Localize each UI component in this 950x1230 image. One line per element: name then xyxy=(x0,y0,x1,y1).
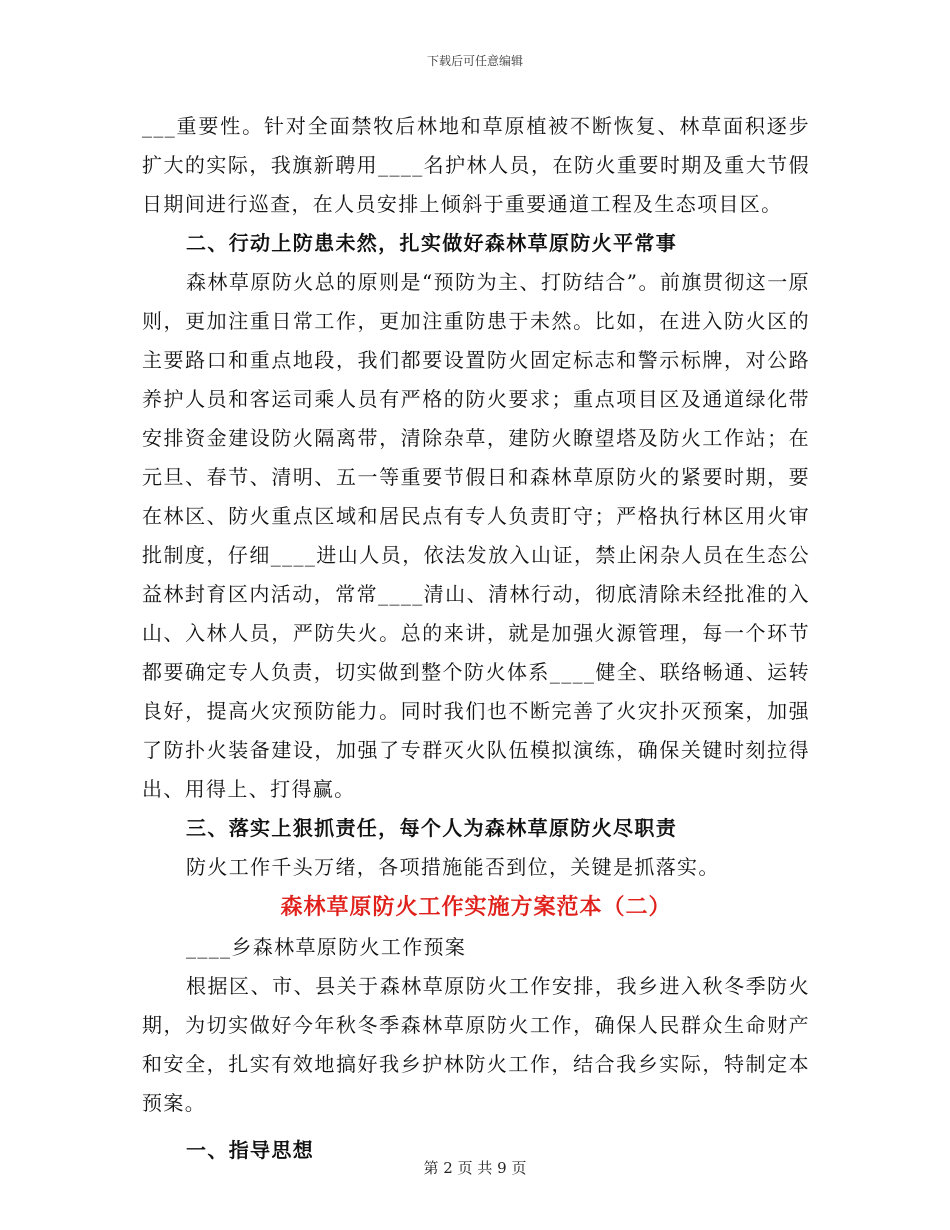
document-title: 森林草原防火工作实施方案范本（二） xyxy=(280,895,672,920)
page-header: 下载后可任意编辑 xyxy=(426,54,523,68)
section-heading-prevention: 二、行动上防患未然，扎实做好森林草原防火平常事 xyxy=(186,231,678,255)
paragraph-plan-intro: 根据区、市、县关于森林草原防火工作安排，我乡进入秋冬季防火期，为切实做好今年秋冬季森林草原防火工作，确保人民群众生命财产和安全，扎实有效地搞好我乡护林防火工作，结合我乡实际，特制定本预案。 xyxy=(142,974,810,1115)
paragraph-responsibility: 防火工作千头万绪，各项措施能否到位，关键是抓落实。 xyxy=(186,855,720,879)
section-heading-responsibility: 三、落实上狠抓责任，每个人为森林草原防火尽职责 xyxy=(186,816,678,840)
section-heading-guiding-ideology: 一、指导思想 xyxy=(186,1138,315,1162)
page-footer: 第 2 页 共 9 页 xyxy=(423,1159,527,1177)
document-body xyxy=(142,107,810,1170)
plan-subtitle: ____乡森林草原防火工作预案 xyxy=(186,935,467,959)
paragraph-staffing: ___重要性。针对全面禁牧后林地和草原植被不断恢复、林草面积逐步扩大的实际，我旗新聘用____名护林人员，在防火重要时期及重大节假日期间进行巡查，在人员安排上倾斜于重要通道工程及生态项目区。 xyxy=(142,114,810,216)
paragraph-prevention: 森林草原防火总的原则是“预防为主、打防结合”。前旗贯彻这一原则，更加注重日常工作，更加注重防患于未然。比如，在进入防火区的主要路口和重点地段，我们都要设置防火固定标志和警示标牌，对公路养护人员和客运司乘人员有严格的防火要求；重点项目区及通道绿化带安排资金建设防火隔离带，清除杂草，建防火瞭望塔及防火工作站；在元旦、春节、清明、五一等重要节假日和森林草原防火的紧要时期，要在林区、防火重点区域和居民点有专人负责盯守；严格执行林区用火审批制度，仔细____进山人员，依法发放入山证，禁止闲杂人员在生态公益林封育区内活动，常常____清山、清林行动，彻底清除未经批准的入山、入林人员，严防失火。总的来讲，就是加强火源管理，每一个环节都要确定专人负责，切实做到整个防火体系____健全、联络畅通、运转良好，提高火灾预防能力。同时我们也不断完善了火灾扑灭预案，加强了防扑火装备建设，加强了专群灭火队伍模拟演练，确保关键时刻拉得出、用得上、打得赢。 xyxy=(142,270,810,801)
